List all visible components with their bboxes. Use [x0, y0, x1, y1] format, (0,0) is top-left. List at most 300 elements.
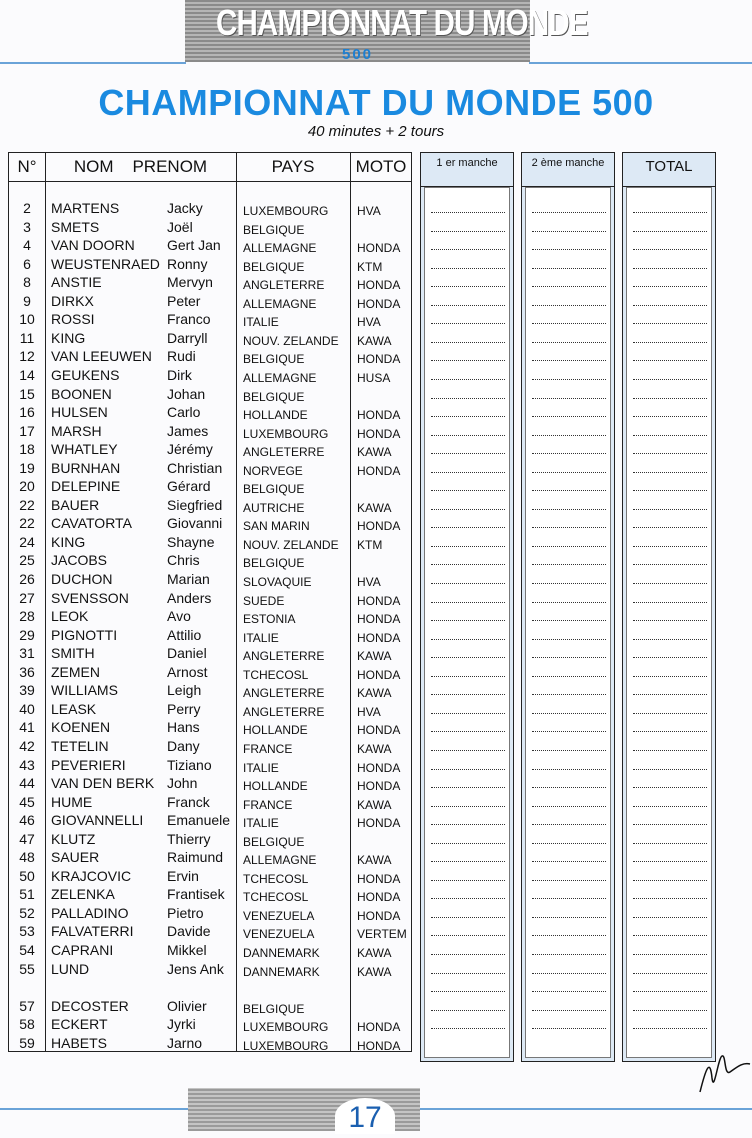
- rider-number: 39: [19, 682, 35, 699]
- entry-line: [532, 398, 606, 400]
- entry-line: [431, 416, 505, 418]
- rider-bike: KAWA: [357, 500, 392, 515]
- table-row: [9, 867, 413, 886]
- rider-bike: KAWA: [357, 741, 392, 756]
- entry-line: [431, 342, 505, 344]
- entry-line: [633, 416, 707, 418]
- rider-first-name: Jacky: [167, 200, 203, 216]
- header-divider: [9, 181, 411, 182]
- entry-line: [431, 602, 505, 604]
- rider-last-name: KLUTZ: [51, 830, 96, 847]
- rider-bike: HONDA: [357, 890, 401, 905]
- rider-country: ALLEMAGNE: [243, 296, 317, 311]
- table-row: [9, 514, 413, 533]
- rider-last-name: DELEPINE: [51, 478, 121, 495]
- rider-number: 45: [19, 793, 35, 810]
- rider-last-name: GEUKENS: [51, 366, 120, 383]
- rider-number: 41: [19, 719, 35, 736]
- score-area-manche1[interactable]: [424, 187, 510, 1058]
- entry-line: [633, 546, 707, 548]
- entry-line: [633, 694, 707, 696]
- rider-bike: HONDA: [357, 1020, 401, 1035]
- rider-bike: KAWA: [357, 946, 392, 960]
- rider-last-name: ANSTIE: [51, 274, 102, 291]
- rider-bike: HONDA: [357, 779, 401, 794]
- rider-number: 18: [19, 441, 35, 458]
- rider-number: 29: [19, 626, 35, 643]
- rider-number: 2: [23, 200, 31, 216]
- entry-line: [431, 750, 505, 752]
- rider-bike: HONDA: [357, 816, 401, 831]
- rider-last-name: WEUSTENRAED: [51, 255, 160, 272]
- footer-rule-left: [0, 1108, 190, 1110]
- rider-number: 50: [19, 867, 35, 884]
- entry-line: [431, 713, 505, 715]
- rider-first-name: Emanuele: [167, 812, 231, 829]
- rider-country: ANGLETERRE: [243, 686, 325, 701]
- rider-country: FRANCE: [243, 741, 293, 756]
- rider-bike: HONDA: [357, 296, 401, 311]
- entry-line: [532, 769, 606, 771]
- rider-bike: HONDA: [357, 278, 401, 293]
- rider-first-name: Attilio: [167, 626, 202, 643]
- rider-bike: KAWA: [357, 853, 392, 868]
- table-row: [9, 811, 413, 830]
- rider-country: ITALIE: [243, 760, 279, 775]
- score-column-total: [622, 152, 716, 1062]
- table-row: [9, 793, 413, 812]
- entry-line: [532, 231, 606, 233]
- header-moto: MOTO: [355, 157, 407, 176]
- rider-bike: KTM: [357, 259, 383, 274]
- entry-line: [532, 379, 606, 381]
- table-row: [9, 329, 413, 348]
- rider-country: NORVEGE: [243, 463, 303, 478]
- table-row: [9, 663, 413, 682]
- rider-number: 57: [19, 997, 35, 1014]
- entry-line: [532, 342, 606, 344]
- entry-line: [633, 435, 707, 437]
- table-row: [9, 422, 413, 441]
- entry-line: [633, 676, 707, 678]
- rider-last-name: CAVATORTA: [51, 515, 132, 532]
- rider-first-name: Ronny: [167, 255, 208, 272]
- entry-line: [633, 379, 707, 381]
- rider-number: 16: [19, 404, 35, 421]
- rider-first-name: Gérard: [167, 478, 211, 495]
- rider-first-name: Peter: [167, 292, 201, 309]
- rider-first-name: Marian: [167, 571, 210, 587]
- banner-rule-right: [529, 62, 752, 64]
- table-row: [9, 570, 413, 589]
- entry-line: [633, 305, 707, 307]
- entry-line: [532, 564, 606, 566]
- entry-line: [633, 898, 707, 900]
- rider-last-name: HUME: [51, 793, 93, 810]
- rider-country: DANNEMARK: [243, 964, 320, 979]
- table-row: [9, 310, 413, 329]
- entry-line: [431, 657, 505, 659]
- entry-line: [532, 472, 606, 474]
- rider-bike: KAWA: [357, 964, 392, 979]
- rider-country: BELGIQUE: [243, 352, 305, 367]
- table-row: [9, 199, 413, 218]
- rider-country: VENEZUELA: [243, 927, 315, 942]
- rider-last-name: VAN LEEUWEN: [51, 348, 152, 365]
- rider-bike: HONDA: [357, 1038, 401, 1053]
- rider-bike: HONDA: [357, 519, 401, 534]
- rider-first-name: Joël: [167, 218, 193, 235]
- rider-number: 25: [19, 552, 35, 569]
- rider-bike: HONDA: [357, 908, 401, 923]
- rider-number: 40: [19, 700, 35, 717]
- entry-line: [431, 231, 505, 233]
- rider-last-name: HULSEN: [51, 404, 108, 421]
- entry-line: [633, 620, 707, 622]
- entry-line: [633, 509, 707, 511]
- entry-line: [431, 453, 505, 455]
- entry-line: [532, 713, 606, 715]
- rider-last-name: KOENEN: [51, 719, 111, 736]
- rider-bike: HVA: [357, 704, 381, 719]
- rider-bike: KAWA: [357, 445, 392, 460]
- rider-last-name: PEVERIERI: [51, 756, 126, 773]
- rider-number: 22: [19, 515, 35, 532]
- score-area-total[interactable]: [626, 187, 712, 1058]
- score-column-manche1: [420, 152, 514, 1062]
- rider-last-name: WHATLEY: [51, 441, 118, 458]
- rider-bike: KAWA: [357, 649, 392, 664]
- rider-last-name: SAUER: [51, 849, 100, 866]
- rider-bike: HVA: [357, 204, 381, 218]
- rider-bike: HONDA: [357, 871, 401, 886]
- rider-bike: HVA: [357, 575, 381, 589]
- rider-number: 15: [19, 385, 35, 402]
- entry-line: [633, 935, 707, 937]
- rider-bike: VERTEM: [357, 927, 407, 942]
- rider-last-name: LEASK: [51, 700, 97, 717]
- entry-line: [431, 249, 505, 251]
- entry-line: [532, 991, 606, 993]
- table-row: [9, 904, 413, 923]
- rider-country: BELGIQUE: [243, 389, 305, 404]
- rider-first-name: Gert Jan: [167, 237, 221, 254]
- entry-line: [532, 416, 606, 418]
- rider-last-name: KING: [51, 329, 86, 346]
- entry-line: [431, 676, 505, 678]
- entry-line: [532, 323, 606, 325]
- entry-line: [431, 398, 505, 400]
- entry-line: [633, 731, 707, 733]
- table-row: [9, 236, 413, 255]
- header-pays: PAYS: [271, 157, 315, 176]
- rider-first-name: Jarno: [167, 1034, 203, 1051]
- table-row: [9, 385, 413, 404]
- entry-line: [431, 787, 505, 789]
- rider-last-name: ROSSI: [51, 311, 95, 328]
- rider-bike: HONDA: [357, 241, 401, 256]
- entry-line: [431, 212, 505, 214]
- entry-line: [633, 323, 707, 325]
- table-row: [9, 403, 413, 422]
- rider-number: 51: [19, 886, 35, 903]
- rider-last-name: FALVATERRI: [51, 923, 134, 940]
- rider-last-name: LUND: [51, 960, 90, 977]
- rider-last-name: MARTENS: [51, 200, 120, 216]
- table-row: [9, 477, 413, 496]
- rider-country: LUXEMBOURG: [243, 1038, 329, 1053]
- rider-last-name: GIOVANNELLI: [51, 812, 144, 829]
- rider-first-name: Mervyn: [167, 274, 213, 291]
- rider-first-name: Perry: [167, 700, 201, 717]
- entry-line: [532, 602, 606, 604]
- entry-line: [532, 490, 606, 492]
- entry-line: [431, 620, 505, 622]
- entry-line: [532, 546, 606, 548]
- rider-country: ANGLETERRE: [243, 704, 325, 719]
- rider-number: 14: [19, 366, 35, 383]
- table-row: [9, 366, 413, 385]
- rider-first-name: Darryll: [167, 329, 208, 346]
- entry-line: [431, 694, 505, 696]
- entry-line: [633, 583, 707, 585]
- table-row: [9, 644, 413, 663]
- entry-line: [633, 472, 707, 474]
- score-area-manche2[interactable]: [525, 187, 611, 1058]
- rider-first-name: Leigh: [167, 682, 202, 699]
- rider-number: 52: [19, 904, 35, 921]
- rider-number: 20: [19, 478, 35, 495]
- entry-line: [633, 954, 707, 956]
- entry-line: [532, 1028, 606, 1030]
- rider-first-name: Dany: [167, 737, 200, 754]
- rider-first-name: Anders: [167, 589, 212, 606]
- rider-number: 10: [19, 311, 35, 328]
- entry-line: [431, 843, 505, 845]
- rider-country: TCHECOSL: [243, 871, 309, 886]
- rider-country: SLOVAQUIE: [243, 575, 312, 589]
- table-row: [9, 941, 413, 960]
- rider-number: 8: [23, 274, 31, 291]
- rider-number: 22: [19, 496, 35, 513]
- entry-line: [431, 861, 505, 863]
- rider-country: NOUV. ZELANDE: [243, 537, 339, 552]
- entry-line: [633, 861, 707, 863]
- entry-line: [532, 453, 606, 455]
- table-row: [9, 922, 413, 941]
- rider-country: BELGIQUE: [243, 259, 305, 274]
- rider-last-name: PALLADINO: [51, 904, 129, 921]
- footer-rule-right: [420, 1108, 752, 1110]
- table-row: [9, 681, 413, 700]
- entry-line: [633, 806, 707, 808]
- rider-first-name: Arnost: [167, 663, 208, 680]
- rider-first-name: John: [167, 775, 198, 792]
- rider-last-name: JACOBS: [51, 552, 108, 569]
- entry-line: [431, 286, 505, 288]
- table-row: [9, 700, 413, 719]
- rider-bike: HONDA: [357, 426, 401, 441]
- entry-line: [431, 806, 505, 808]
- table-row: [9, 459, 413, 478]
- rider-number: 17: [19, 422, 35, 439]
- rider-first-name: Ervin: [167, 867, 199, 884]
- rider-last-name: DUCHON: [51, 571, 113, 587]
- rider-number: 59: [19, 1034, 35, 1051]
- entry-line: [532, 249, 606, 251]
- entry-line: [431, 954, 505, 956]
- entry-line: [532, 639, 606, 641]
- rider-first-name: Chris: [167, 552, 200, 569]
- rider-country: ANGLETERRE: [243, 278, 325, 293]
- banner-subtitle: 500: [341, 46, 374, 63]
- rider-bike: HUSA: [357, 370, 391, 385]
- entry-line: [633, 713, 707, 715]
- rider-country: ANGLETERRE: [243, 649, 325, 664]
- entry-line: [431, 472, 505, 474]
- rider-last-name: DECOSTER: [51, 997, 129, 1014]
- rider-bike: KAWA: [357, 797, 392, 812]
- entry-line: [633, 1010, 707, 1012]
- rider-bike: KTM: [357, 537, 383, 552]
- table-row: [9, 756, 413, 775]
- entry-line: [431, 639, 505, 641]
- rider-first-name: Dirk: [167, 366, 192, 383]
- rider-number: 19: [19, 459, 35, 476]
- entry-line: [431, 991, 505, 993]
- entry-line: [532, 917, 606, 919]
- entry-line: [431, 824, 505, 826]
- rider-bike: HONDA: [357, 723, 401, 738]
- entry-line: [633, 991, 707, 993]
- entry-line: [431, 490, 505, 492]
- entry-line: [431, 379, 505, 381]
- rider-last-name: SMITH: [51, 645, 95, 662]
- rider-number: 28: [19, 608, 35, 625]
- score-column-manche2: [521, 152, 615, 1062]
- rider-first-name: Davide: [167, 923, 211, 940]
- entry-line: [532, 435, 606, 437]
- entry-line: [532, 527, 606, 529]
- banner-rule-left: [0, 62, 186, 64]
- rider-country: ITALIE: [243, 816, 279, 831]
- header-num: N°: [17, 157, 37, 176]
- entry-line: [431, 769, 505, 771]
- rider-first-name: Raimund: [167, 849, 224, 866]
- rider-first-name: Avo: [167, 608, 191, 625]
- rider-country: FRANCE: [243, 797, 293, 812]
- entry-line: [532, 360, 606, 362]
- rider-number: 48: [19, 849, 35, 866]
- rider-last-name: HABETS: [51, 1034, 108, 1051]
- rider-country: SAN MARIN: [243, 519, 310, 534]
- entry-line: [633, 490, 707, 492]
- entry-line: [633, 1028, 707, 1030]
- table-row: [9, 737, 413, 756]
- entry-line: [532, 824, 606, 826]
- rider-first-name: Daniel: [167, 645, 207, 662]
- rider-first-name: James: [167, 422, 209, 439]
- entry-line: [431, 1010, 505, 1012]
- rider-last-name: DIRKX: [51, 292, 94, 309]
- entry-line: [633, 249, 707, 251]
- rider-bike: KAWA: [357, 686, 392, 701]
- table-row: [9, 533, 413, 552]
- rider-country: NOUV. ZELANDE: [243, 333, 339, 348]
- table-row: [9, 496, 413, 515]
- entry-line: [633, 843, 707, 845]
- rider-country: LUXEMBOURG: [243, 204, 329, 218]
- table-row: [9, 1015, 413, 1034]
- entry-line: [532, 973, 606, 975]
- rider-last-name: MARSH: [51, 422, 102, 439]
- rider-country: ALLEMAGNE: [243, 370, 317, 385]
- table-row: [9, 997, 413, 1016]
- table-row: [9, 830, 413, 849]
- entry-line: [633, 917, 707, 919]
- rider-country: TCHECOSL: [243, 890, 309, 905]
- entry-line: [633, 769, 707, 771]
- entry-line: [633, 342, 707, 344]
- rider-bike: HONDA: [357, 408, 401, 423]
- table-row: [9, 885, 413, 904]
- rider-first-name: Rudi: [167, 348, 196, 365]
- rider-first-name: Tiziano: [167, 756, 212, 773]
- rider-last-name: TETELIN: [51, 737, 109, 754]
- riders-table: [8, 152, 412, 1052]
- rider-first-name: Mikkel: [167, 942, 207, 958]
- entry-line: [431, 583, 505, 585]
- entry-line: [431, 435, 505, 437]
- entry-line: [431, 731, 505, 733]
- entry-line: [431, 898, 505, 900]
- entry-line: [532, 750, 606, 752]
- entry-line: [633, 973, 707, 975]
- rider-first-name: Johan: [167, 385, 206, 402]
- rider-first-name: Giovanni: [167, 515, 223, 532]
- rider-number: 24: [19, 533, 35, 550]
- entry-line: [532, 305, 606, 307]
- entry-line: [633, 360, 707, 362]
- table-row: [9, 607, 413, 626]
- entry-line: [431, 527, 505, 529]
- rider-bike: HONDA: [357, 667, 401, 682]
- entry-line: [532, 286, 606, 288]
- rider-number: 31: [19, 645, 35, 662]
- rider-first-name: Hans: [167, 719, 200, 736]
- entry-line: [633, 639, 707, 641]
- rider-country: ESTONIA: [243, 612, 296, 627]
- rider-number: 53: [19, 923, 35, 940]
- rider-number: 55: [19, 960, 35, 977]
- rider-number: 12: [19, 348, 35, 365]
- rider-last-name: WILLIAMS: [51, 682, 118, 699]
- header-manche2: 2 ème manche: [522, 153, 614, 187]
- rider-country: BELGIQUE: [243, 1001, 305, 1016]
- entry-line: [431, 973, 505, 975]
- rider-number: 47: [19, 830, 35, 847]
- rider-country: HOLLANDE: [243, 723, 308, 738]
- rider-first-name: Pietro: [167, 904, 204, 921]
- entry-line: [532, 657, 606, 659]
- rider-last-name: BOONEN: [51, 385, 112, 402]
- entry-line: [431, 1028, 505, 1030]
- rider-number: 58: [19, 1016, 35, 1033]
- rider-country: TCHECOSL: [243, 667, 309, 682]
- header-name: NOM PRENOM: [73, 157, 208, 176]
- rider-number: 4: [23, 237, 31, 254]
- rider-first-name: Olivier: [167, 997, 207, 1014]
